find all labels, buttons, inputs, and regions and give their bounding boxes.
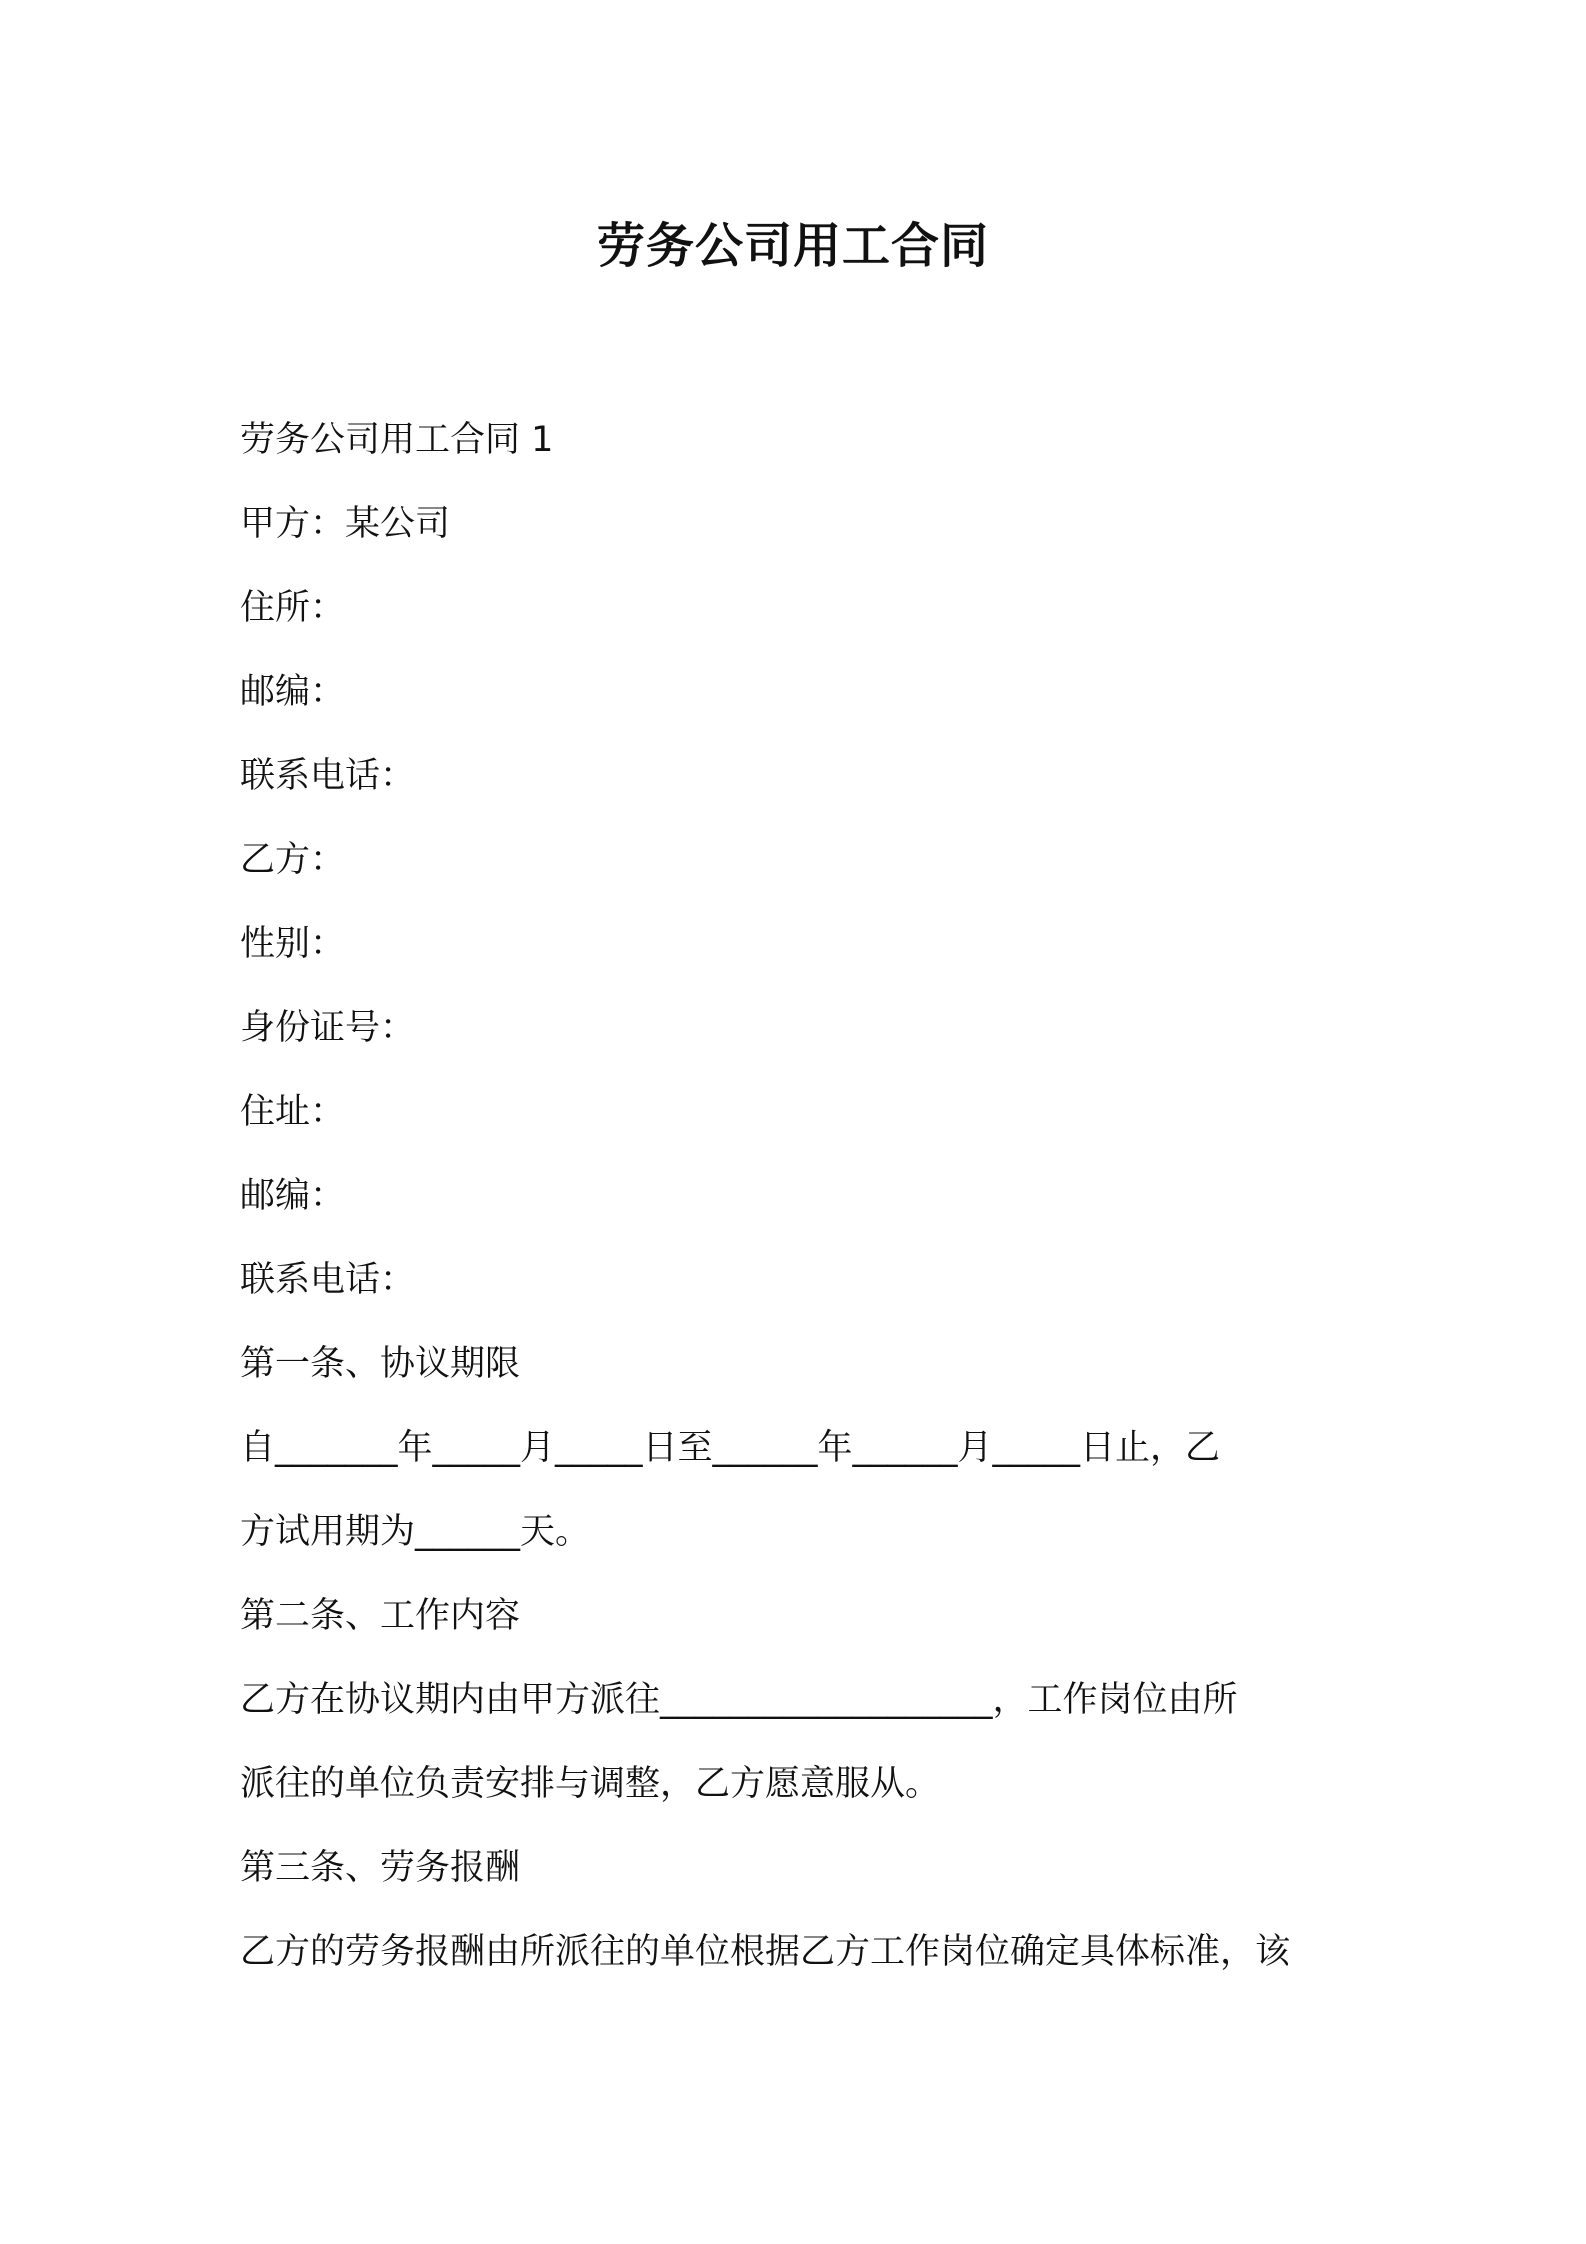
party-b-name: 乙方：: [240, 840, 346, 880]
article-2-heading: 第二条、工作内容: [240, 1596, 521, 1636]
article-3-text-line-1: 乙方的劳务报酬由所派往的单位根据乙方工作岗位确定具体标准，该: [240, 1932, 1291, 1972]
party-b-address: 住址：: [240, 1092, 346, 1132]
article-2-text-line-2: 派往的单位负责安排与调整，乙方愿意服从。: [240, 1764, 941, 1804]
article-2-text-line-1: 乙方在协议期内由甲方派往___________________，工作岗位由所: [240, 1680, 1238, 1720]
article-1-text-line-1: 自_______年_____月_____日至______年______月_____日止，乙: [240, 1428, 1221, 1468]
article-1-heading: 第一条、协议期限: [240, 1344, 521, 1384]
article-1-text-line-2: 方试用期为______天。: [240, 1512, 591, 1552]
party-b-phone: 联系电话：: [240, 1260, 416, 1300]
party-b-id-number: 身份证号：: [240, 1008, 416, 1048]
party-a-name: 甲方：某公司: [240, 504, 451, 544]
contract-subtitle: 劳务公司用工合同 1: [240, 420, 554, 460]
party-a-address: 住所：: [240, 588, 346, 628]
document-title: 劳务公司用工合同: [596, 218, 989, 274]
party-a-phone: 联系电话：: [240, 756, 416, 796]
party-b-gender: 性别：: [240, 924, 346, 964]
article-3-heading: 第三条、劳务报酬: [240, 1848, 521, 1888]
document-body: [240, 398, 1360, 1994]
party-b-postcode: 邮编：: [240, 1176, 346, 1216]
party-a-postcode: 邮编：: [240, 672, 346, 712]
